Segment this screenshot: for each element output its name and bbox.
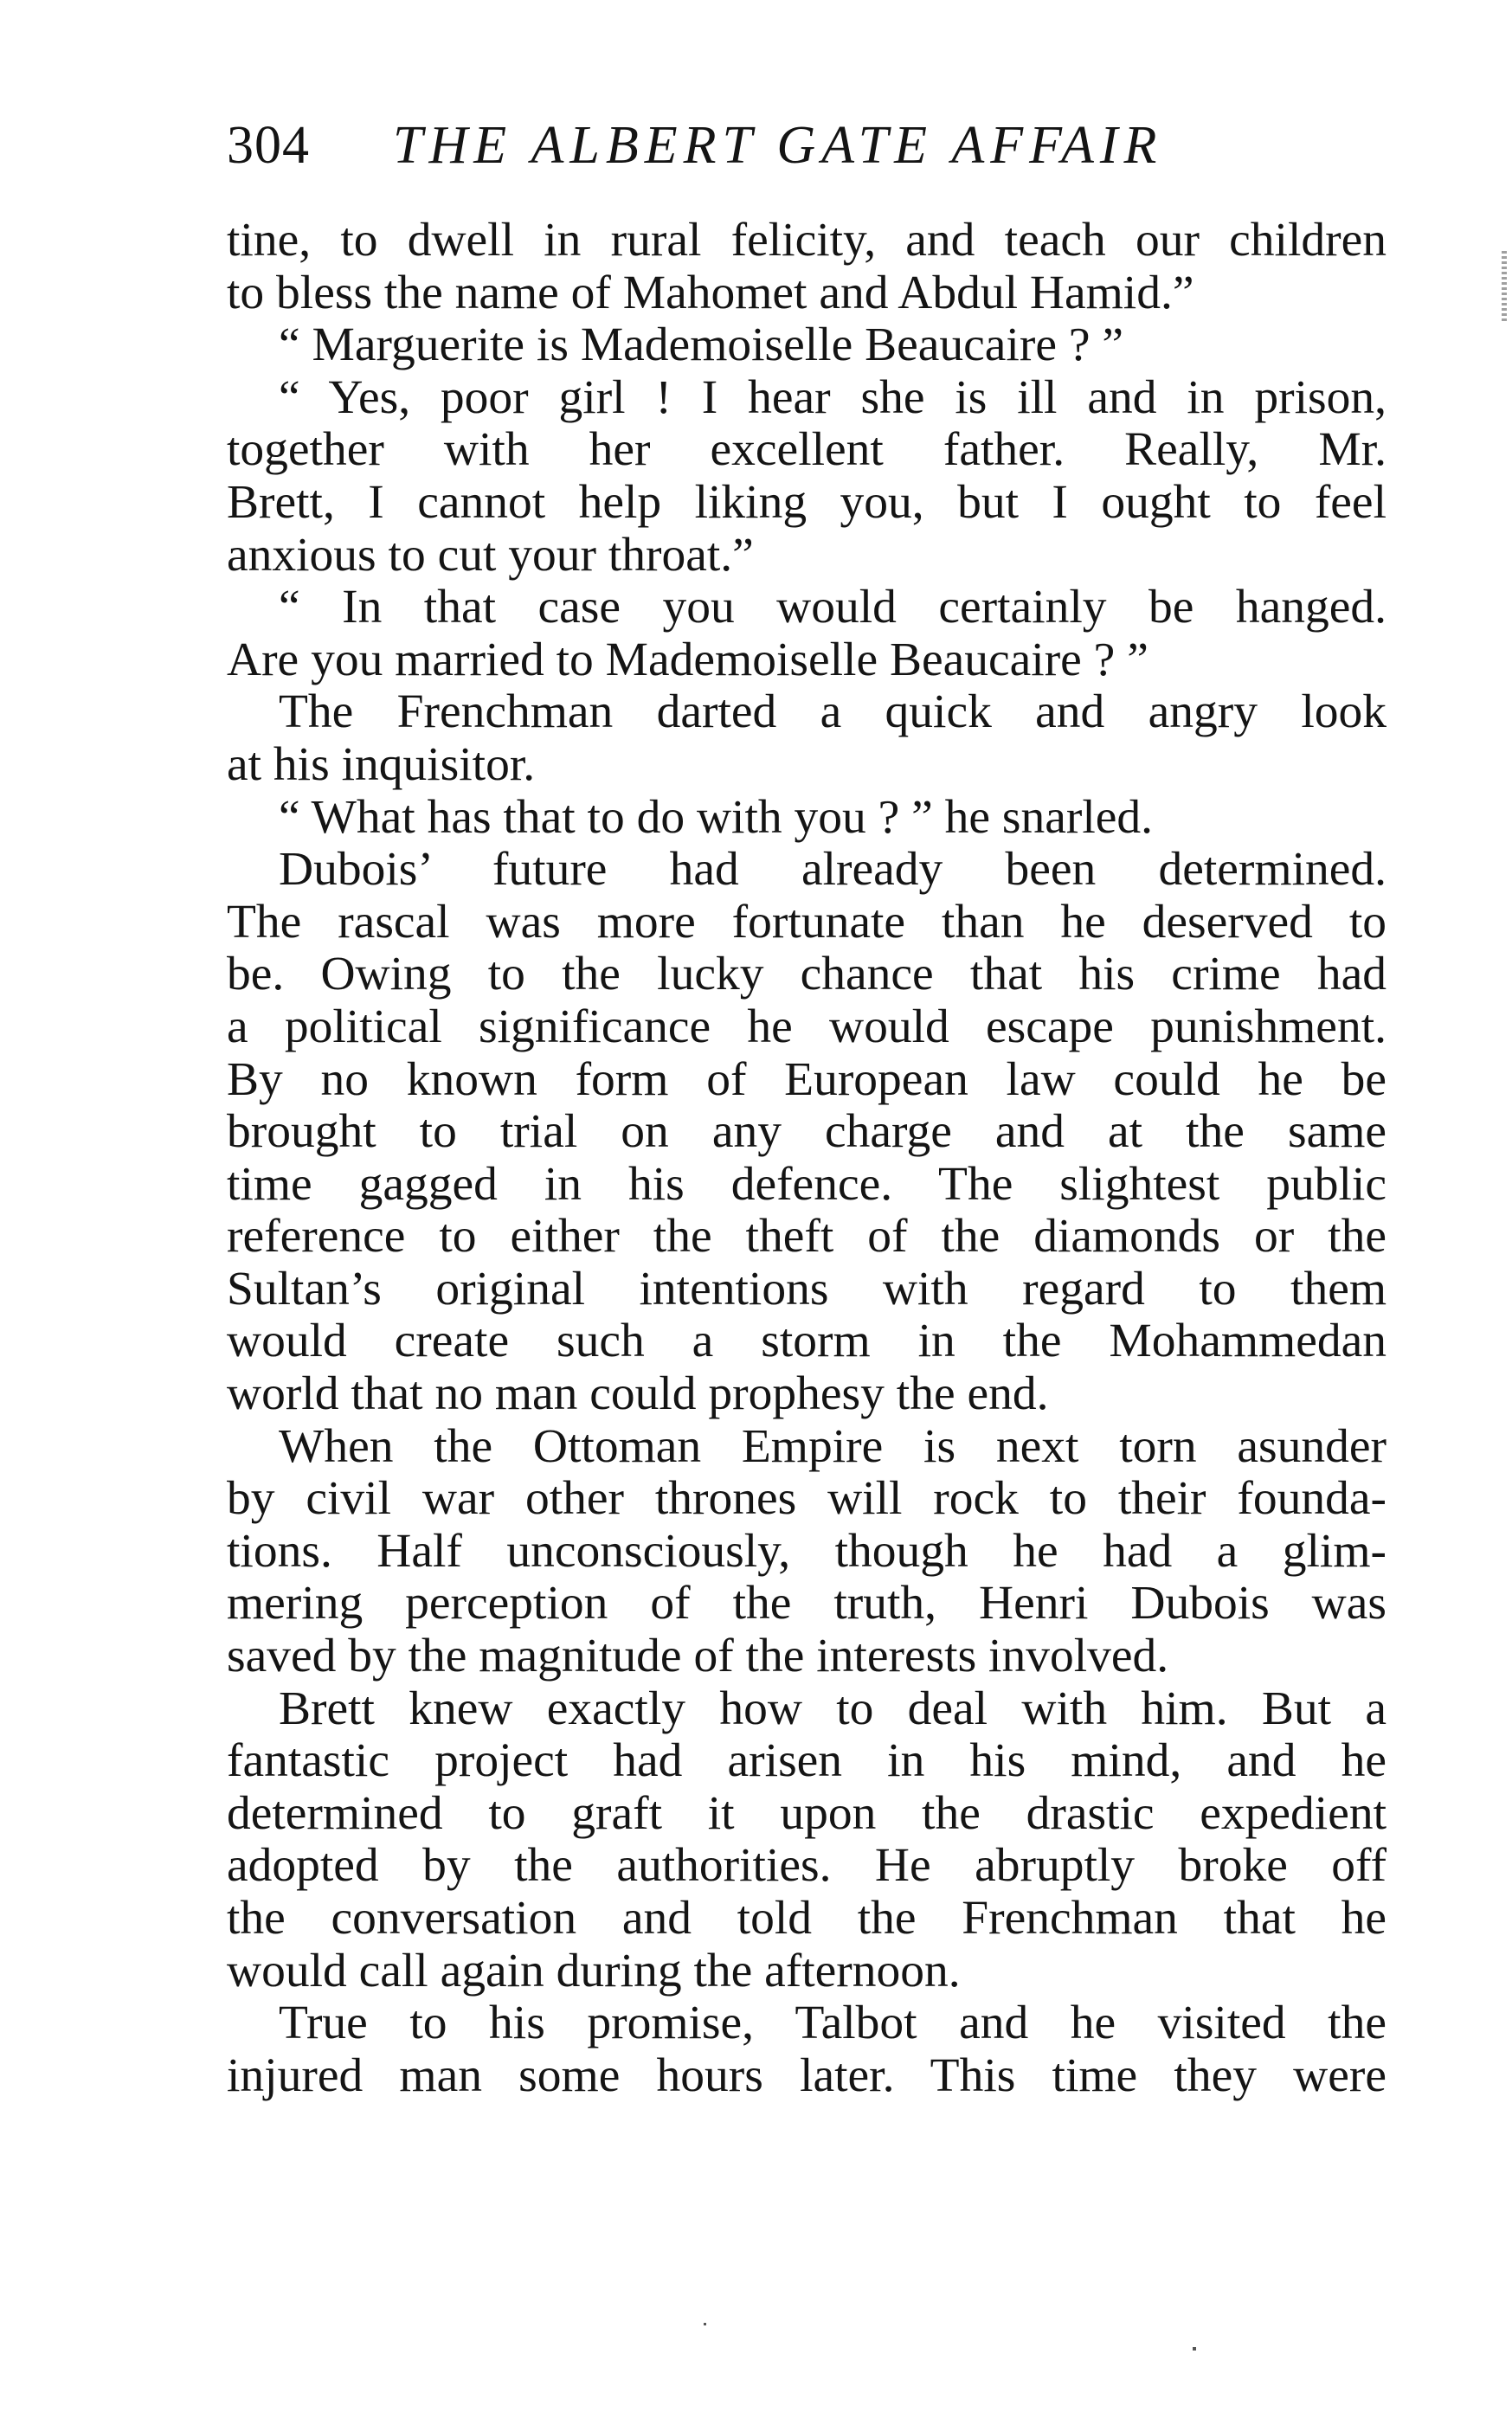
text-line: The Frenchman darted a quick and angry look — [279, 685, 1387, 739]
running-title: THE ALBERT GATE AFFAIR — [393, 116, 1163, 175]
text-line: would create such a storm in the Mohammedan — [227, 1315, 1387, 1368]
speck-mark — [704, 2323, 706, 2325]
text-line: world that no man could prophesy the end. — [227, 1367, 1049, 1421]
text-line: injured man some hours later. This time they were — [227, 2048, 1387, 2102]
text-line: together with her excellent father. Really, Mr. — [227, 423, 1387, 477]
text-line: When the Ottoman Empire is next torn asunder — [279, 1419, 1387, 1473]
text-line: determined to graft it upon the drastic expedient — [227, 1786, 1387, 1840]
text-line: would call again during the afternoon. — [227, 1944, 961, 1997]
text-line: True to his promise, Talbot and he visited the — [279, 1997, 1387, 2050]
text-line: reference to either the theft of the diamonds or the — [227, 1210, 1387, 1264]
text-line: by civil war other thrones will rock to their founda- — [227, 1472, 1387, 1526]
running-header — [227, 111, 1387, 180]
text-line: “ In that case you would certainly be hanged. — [279, 581, 1387, 634]
text-line: Brett, I cannot help liking you, but I ought to feel — [227, 475, 1387, 529]
body-text — [227, 215, 1387, 2102]
text-line: saved by the magnitude of the interests involved. — [227, 1630, 1169, 1683]
text-line: Brett knew exactly how to deal with him. But a — [279, 1682, 1387, 1735]
text-line: adopted by the authorities. He abruptly broke off — [227, 1839, 1387, 1893]
text-line: a political significance he would escape punishment. — [227, 1000, 1387, 1053]
text-line: fantastic project had arisen in his mind, and he — [227, 1734, 1387, 1788]
text-line: “ Yes, poor girl ! I hear she is ill and in prison, — [279, 370, 1387, 424]
page-number: 304 — [227, 116, 310, 175]
text-line: “ What has that to do with you ? ” he snarled. — [279, 790, 1154, 844]
page-edge-mark — [1502, 251, 1507, 324]
text-line: brought to trial on any charge and at the same — [227, 1105, 1387, 1159]
text-line: at his inquisitor. — [227, 737, 536, 791]
text-line: Dubois’ future had already been determined. — [279, 843, 1387, 897]
text-line: Are you married to Mademoiselle Beaucaire ? ” — [227, 633, 1148, 686]
text-line: tions. Half unconsciously, though he had a glim- — [227, 1524, 1387, 1578]
text-line: tine, to dwell in rural felicity, and teach our children — [227, 214, 1387, 267]
text-line: to bless the name of Mahomet and Abdul Hamid.” — [227, 266, 1194, 319]
text-line: “ Marguerite is Mademoiselle Beaucaire ? ” — [279, 318, 1123, 372]
text-line: Sultan’s original intentions with regard to them — [227, 1262, 1387, 1315]
text-line: time gagged in his defence. The slightest public — [227, 1157, 1387, 1211]
text-line: the conversation and told the Frenchman that he — [227, 1892, 1387, 1945]
speck-mark — [1193, 2347, 1196, 2351]
text-line: The rascal was more fortunate than he deserved to — [227, 895, 1387, 949]
text-line: anxious to cut your throat.” — [227, 528, 754, 582]
text-line: mering perception of the truth, Henri Dubois was — [227, 1577, 1387, 1630]
text-line: be. Owing to the lucky chance that his crime had — [227, 948, 1387, 1001]
text-line: By no known form of European law could he be — [227, 1052, 1387, 1106]
